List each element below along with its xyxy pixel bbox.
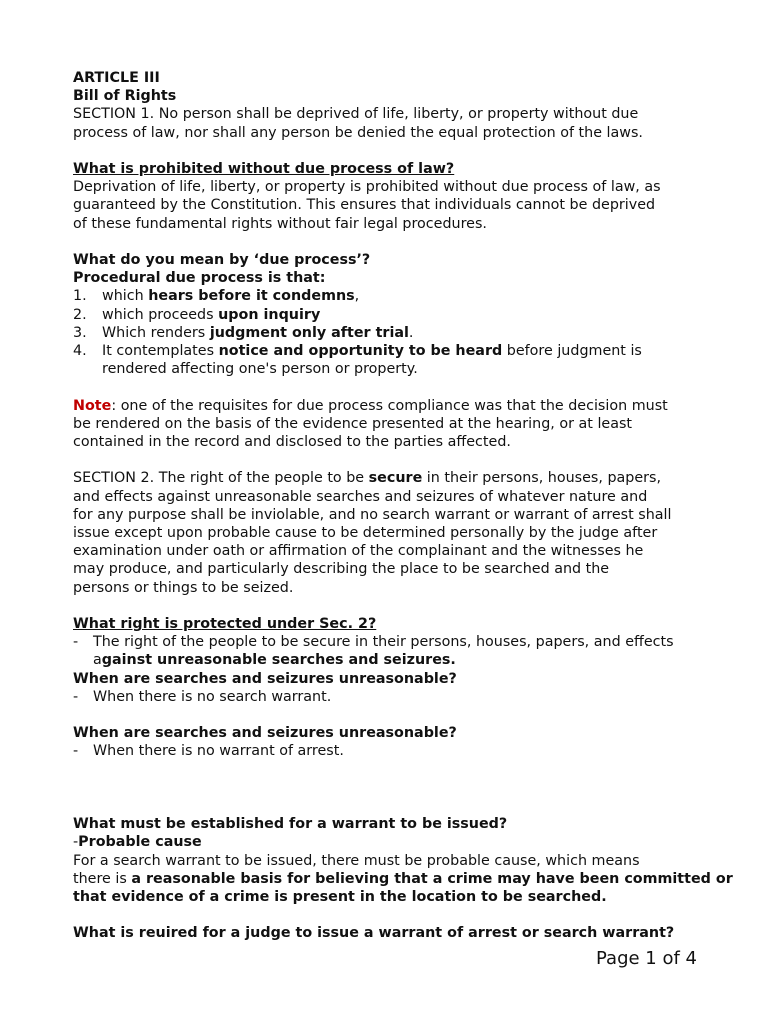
section2-line: issue except upon probable cause to be determined personally by the judge after xyxy=(73,525,658,542)
answer-line: guaranteed by the Constitution. This ensures that individuals cannot be deprived xyxy=(73,197,656,214)
section2-line: and effects against unreasonable searches and seizures of whatever nature and xyxy=(73,488,648,505)
answer-lead: Procedural due process is that: xyxy=(73,270,326,287)
question-heading: What do you mean by ‘due process’? xyxy=(73,252,371,268)
section2-line: may produce, and particularly describing the place to be searched and the xyxy=(73,561,610,578)
list-number: 1. xyxy=(73,288,87,305)
note-line: be rendered on the basis of the evidence presented at the hearing, or at least xyxy=(73,415,633,432)
answer-line: For a search warrant to be issued, there must be probable cause, which means xyxy=(73,852,640,869)
answer-line: Deprivation of life, liberty, or property is prohibited without due process of law, as xyxy=(73,179,661,196)
list-number: 4. xyxy=(73,343,87,360)
question-heading: When are searches and seizures unreasonable? xyxy=(73,670,457,687)
note-line: contained in the record and disclosed to the parties affected. xyxy=(73,434,511,451)
question-heading: When are searches and seizures unreasonable? xyxy=(73,725,457,742)
dash-bullet: - xyxy=(73,634,79,651)
section2-line: SECTION 2. The right of the people to be secure in their persons, houses, papers, xyxy=(73,470,662,487)
answer-lead: -Probable cause xyxy=(73,834,202,851)
answer-line: that evidence of a crime is present in the location to be searched. xyxy=(73,889,607,905)
answer-line: of these fundamental rights without fair legal procedures. xyxy=(73,215,487,232)
article-subtitle: Bill of Rights xyxy=(73,88,177,105)
section1-line: SECTION 1. No person shall be deprived of life, liberty, or property without due xyxy=(73,106,639,123)
dash-item: - When there is no warrant of arrest. xyxy=(73,743,344,760)
section1-line: process of law, nor shall any person be denied the equal protection of the laws. xyxy=(73,124,643,141)
list-item: 1. which hears before it condemns, xyxy=(73,288,360,305)
question-heading: What must be established for a warrant to be issued? xyxy=(73,816,508,833)
note-label: Note xyxy=(73,397,112,414)
answer-line: there is a reasonable basis for believing that a crime may have been committed or xyxy=(73,870,733,887)
question-heading: What is reuired for a judge to issue a warrant of arrest or search warrant? xyxy=(73,925,675,942)
dash-item: - The right of the people to be secure in their persons, houses, papers, and effects xyxy=(73,634,674,651)
list-item-continuation: rendered affecting one's person or property. xyxy=(102,361,418,378)
dash-bullet: - xyxy=(73,743,79,760)
note-paragraph: Note: one of the requisites for due process compliance was that the decision must xyxy=(73,397,668,414)
list-item: 3. Which renders judgment only after trial. xyxy=(73,324,414,341)
list-number: 2. xyxy=(73,306,87,323)
section2-line: for any purpose shall be inviolable, and no search warrant or warrant of arrest shall xyxy=(73,506,672,523)
dash-item-continuation: against unreasonable searches and seizures. xyxy=(93,652,456,669)
list-item: 4. It contemplates notice and opportunity to be heard before judgment is xyxy=(73,343,642,360)
dash-item: - When there is no search warrant. xyxy=(73,688,332,705)
article-title: ARTICLE III xyxy=(73,70,160,86)
page-number: Page 1 of 4 xyxy=(596,948,697,969)
document-page xyxy=(73,69,733,943)
section2-line: persons or things to be seized. xyxy=(73,579,294,596)
dash-bullet: - xyxy=(73,688,79,705)
list-number: 3. xyxy=(73,324,87,341)
question-heading: What is prohibited without due process of law? xyxy=(73,161,455,177)
question-heading: What right is protected under Sec. 2? xyxy=(73,616,377,633)
list-item: 2. which proceeds upon inquiry xyxy=(73,306,321,323)
section2-line: examination under oath or affirmation of the complainant and the witnesses he xyxy=(73,543,644,560)
